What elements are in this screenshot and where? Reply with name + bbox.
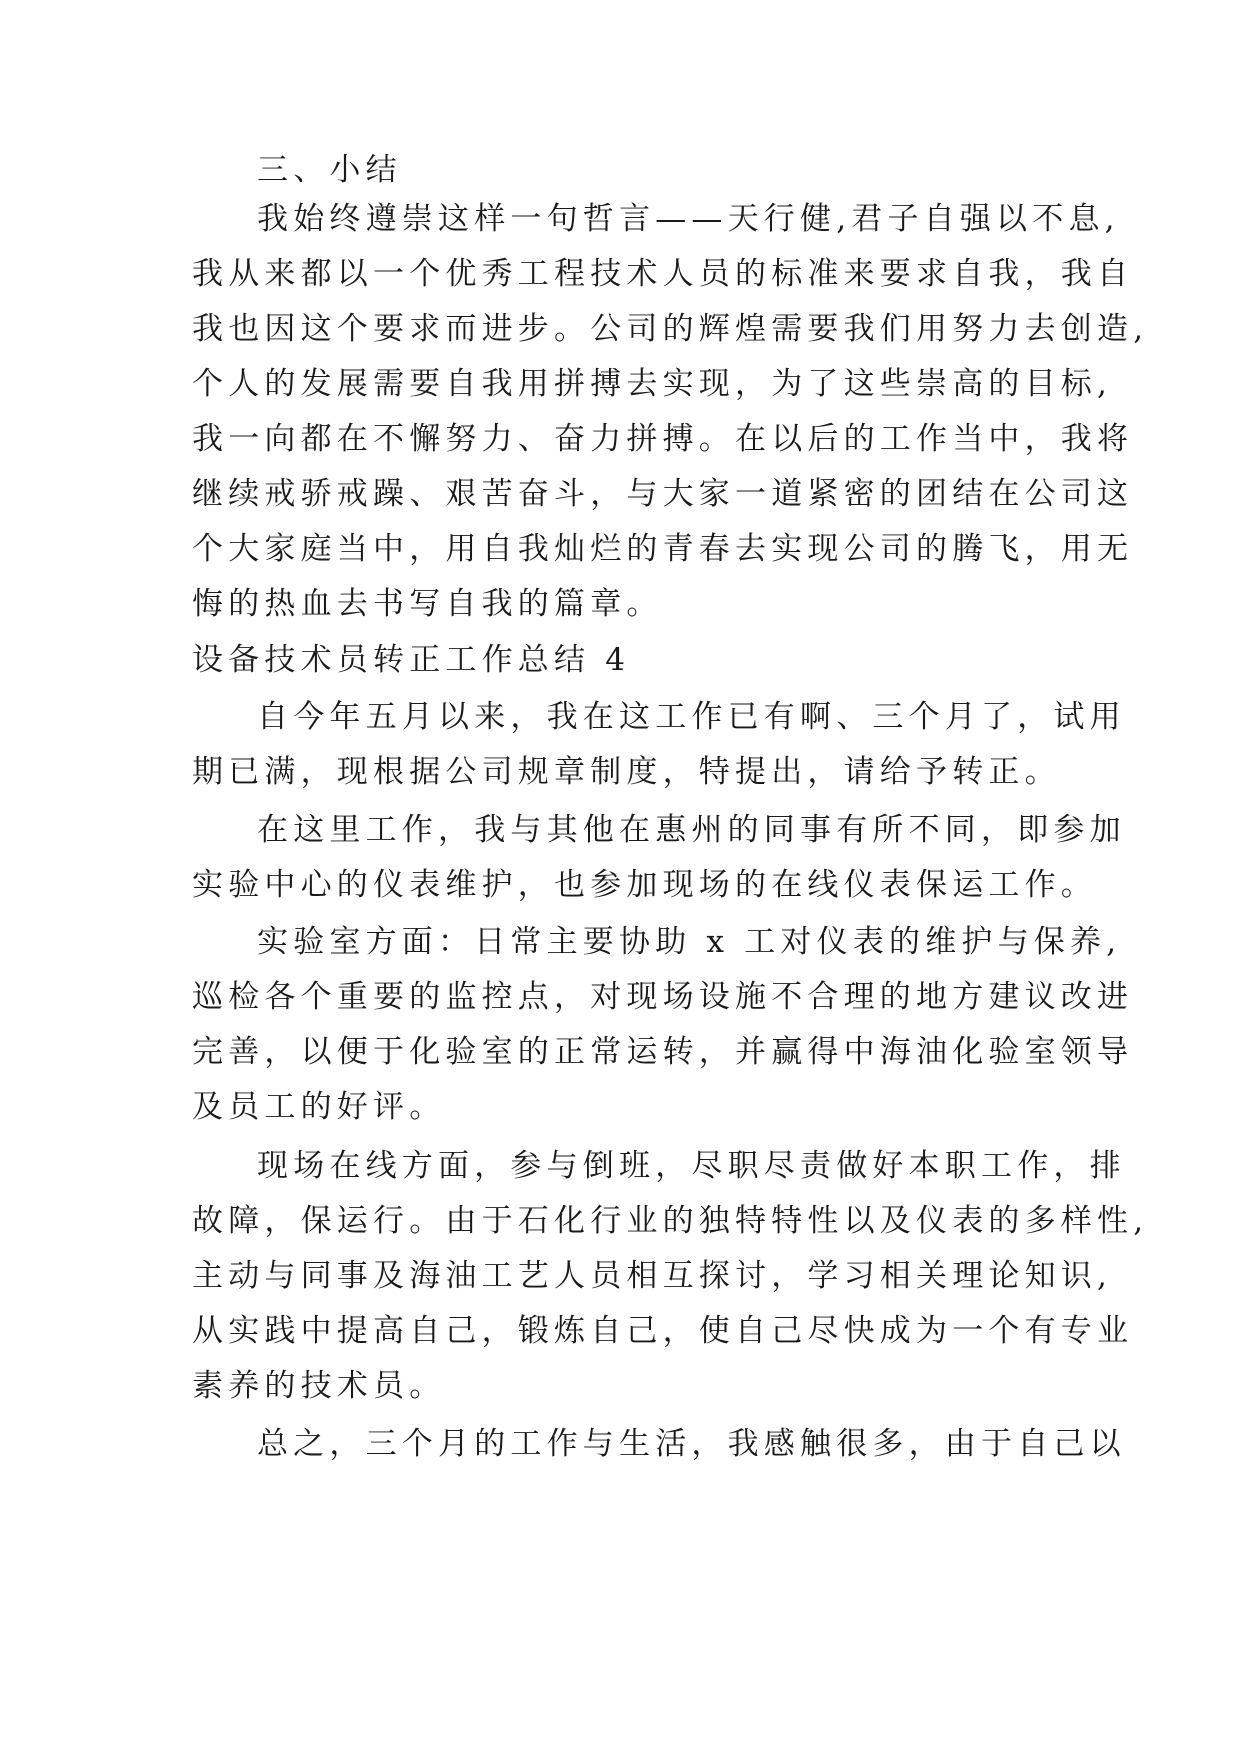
- summary-line: 悔的热血去书写自我的篇章。: [192, 586, 663, 622]
- work-line: 实验中心的仪表维护，也参加现场的在线仪表保运工作。: [192, 867, 1097, 903]
- lab-line: 巡检各个重要的监控点，对现场设施不合理的地方建议改进: [192, 979, 1134, 1015]
- summary-line: 个大家庭当中，用自我灿烂的青春去实现公司的腾飞，用无: [192, 531, 1134, 567]
- summary-line: 我也因这个要求而进步。公司的辉煌需要我们用努力去创造,: [192, 311, 1149, 347]
- article-title: 设备技术员转正工作总结 4: [192, 642, 631, 678]
- lab-line: 完善，以便于化验室的正常运转，并赢得中海油化验室领导: [192, 1034, 1134, 1070]
- conclusion-line: 总之，三个月的工作与生活，我感触很多，由于自己以: [257, 1426, 1126, 1462]
- intro-line: 自今年五月以来，我在这工作已有啊、三个月了，试用: [257, 699, 1126, 735]
- section-heading: 三、小结: [257, 152, 402, 188]
- summary-line: 个人的发展需要自我用拼搏去实现，为了这些崇高的目标,: [192, 366, 1113, 402]
- intro-line: 期已满，现根据公司规章制度，特提出，请给予转正。: [192, 754, 1061, 790]
- summary-line: 我始终遵崇这样一句哲言——天行健,君子自强以不息,: [257, 201, 1120, 237]
- summary-line: 我一向都在不懈努力、奋力拼搏。在以后的工作当中，我将: [192, 421, 1134, 457]
- field-line: 主动与同事及海油工艺人员相互探讨，学习相关理论知识,: [192, 1258, 1113, 1294]
- summary-line: 继续戒骄戒躁、艰苦奋斗，与大家一道紧密的团结在公司这: [192, 476, 1134, 512]
- field-line: 故障，保运行。由于石化行业的独特特性以及仪表的多样性,: [192, 1203, 1149, 1239]
- lab-line: 实验室方面：日常主要协助 x 工对仪表的维护与保养,: [257, 924, 1122, 960]
- summary-line: 我从来都以一个优秀工程技术人员的标准来要求自我，我自: [192, 256, 1134, 292]
- work-line: 在这里工作，我与其他在惠州的同事有所不同，即参加: [257, 812, 1126, 848]
- field-line: 现场在线方面，参与倒班，尽职尽责做好本职工作，排: [257, 1148, 1126, 1184]
- field-line: 素养的技术员。: [192, 1368, 446, 1404]
- field-line: 从实践中提高自己，锻炼自己，使自己尽快成为一个有专业: [192, 1313, 1134, 1349]
- lab-line: 及员工的好评。: [192, 1089, 446, 1125]
